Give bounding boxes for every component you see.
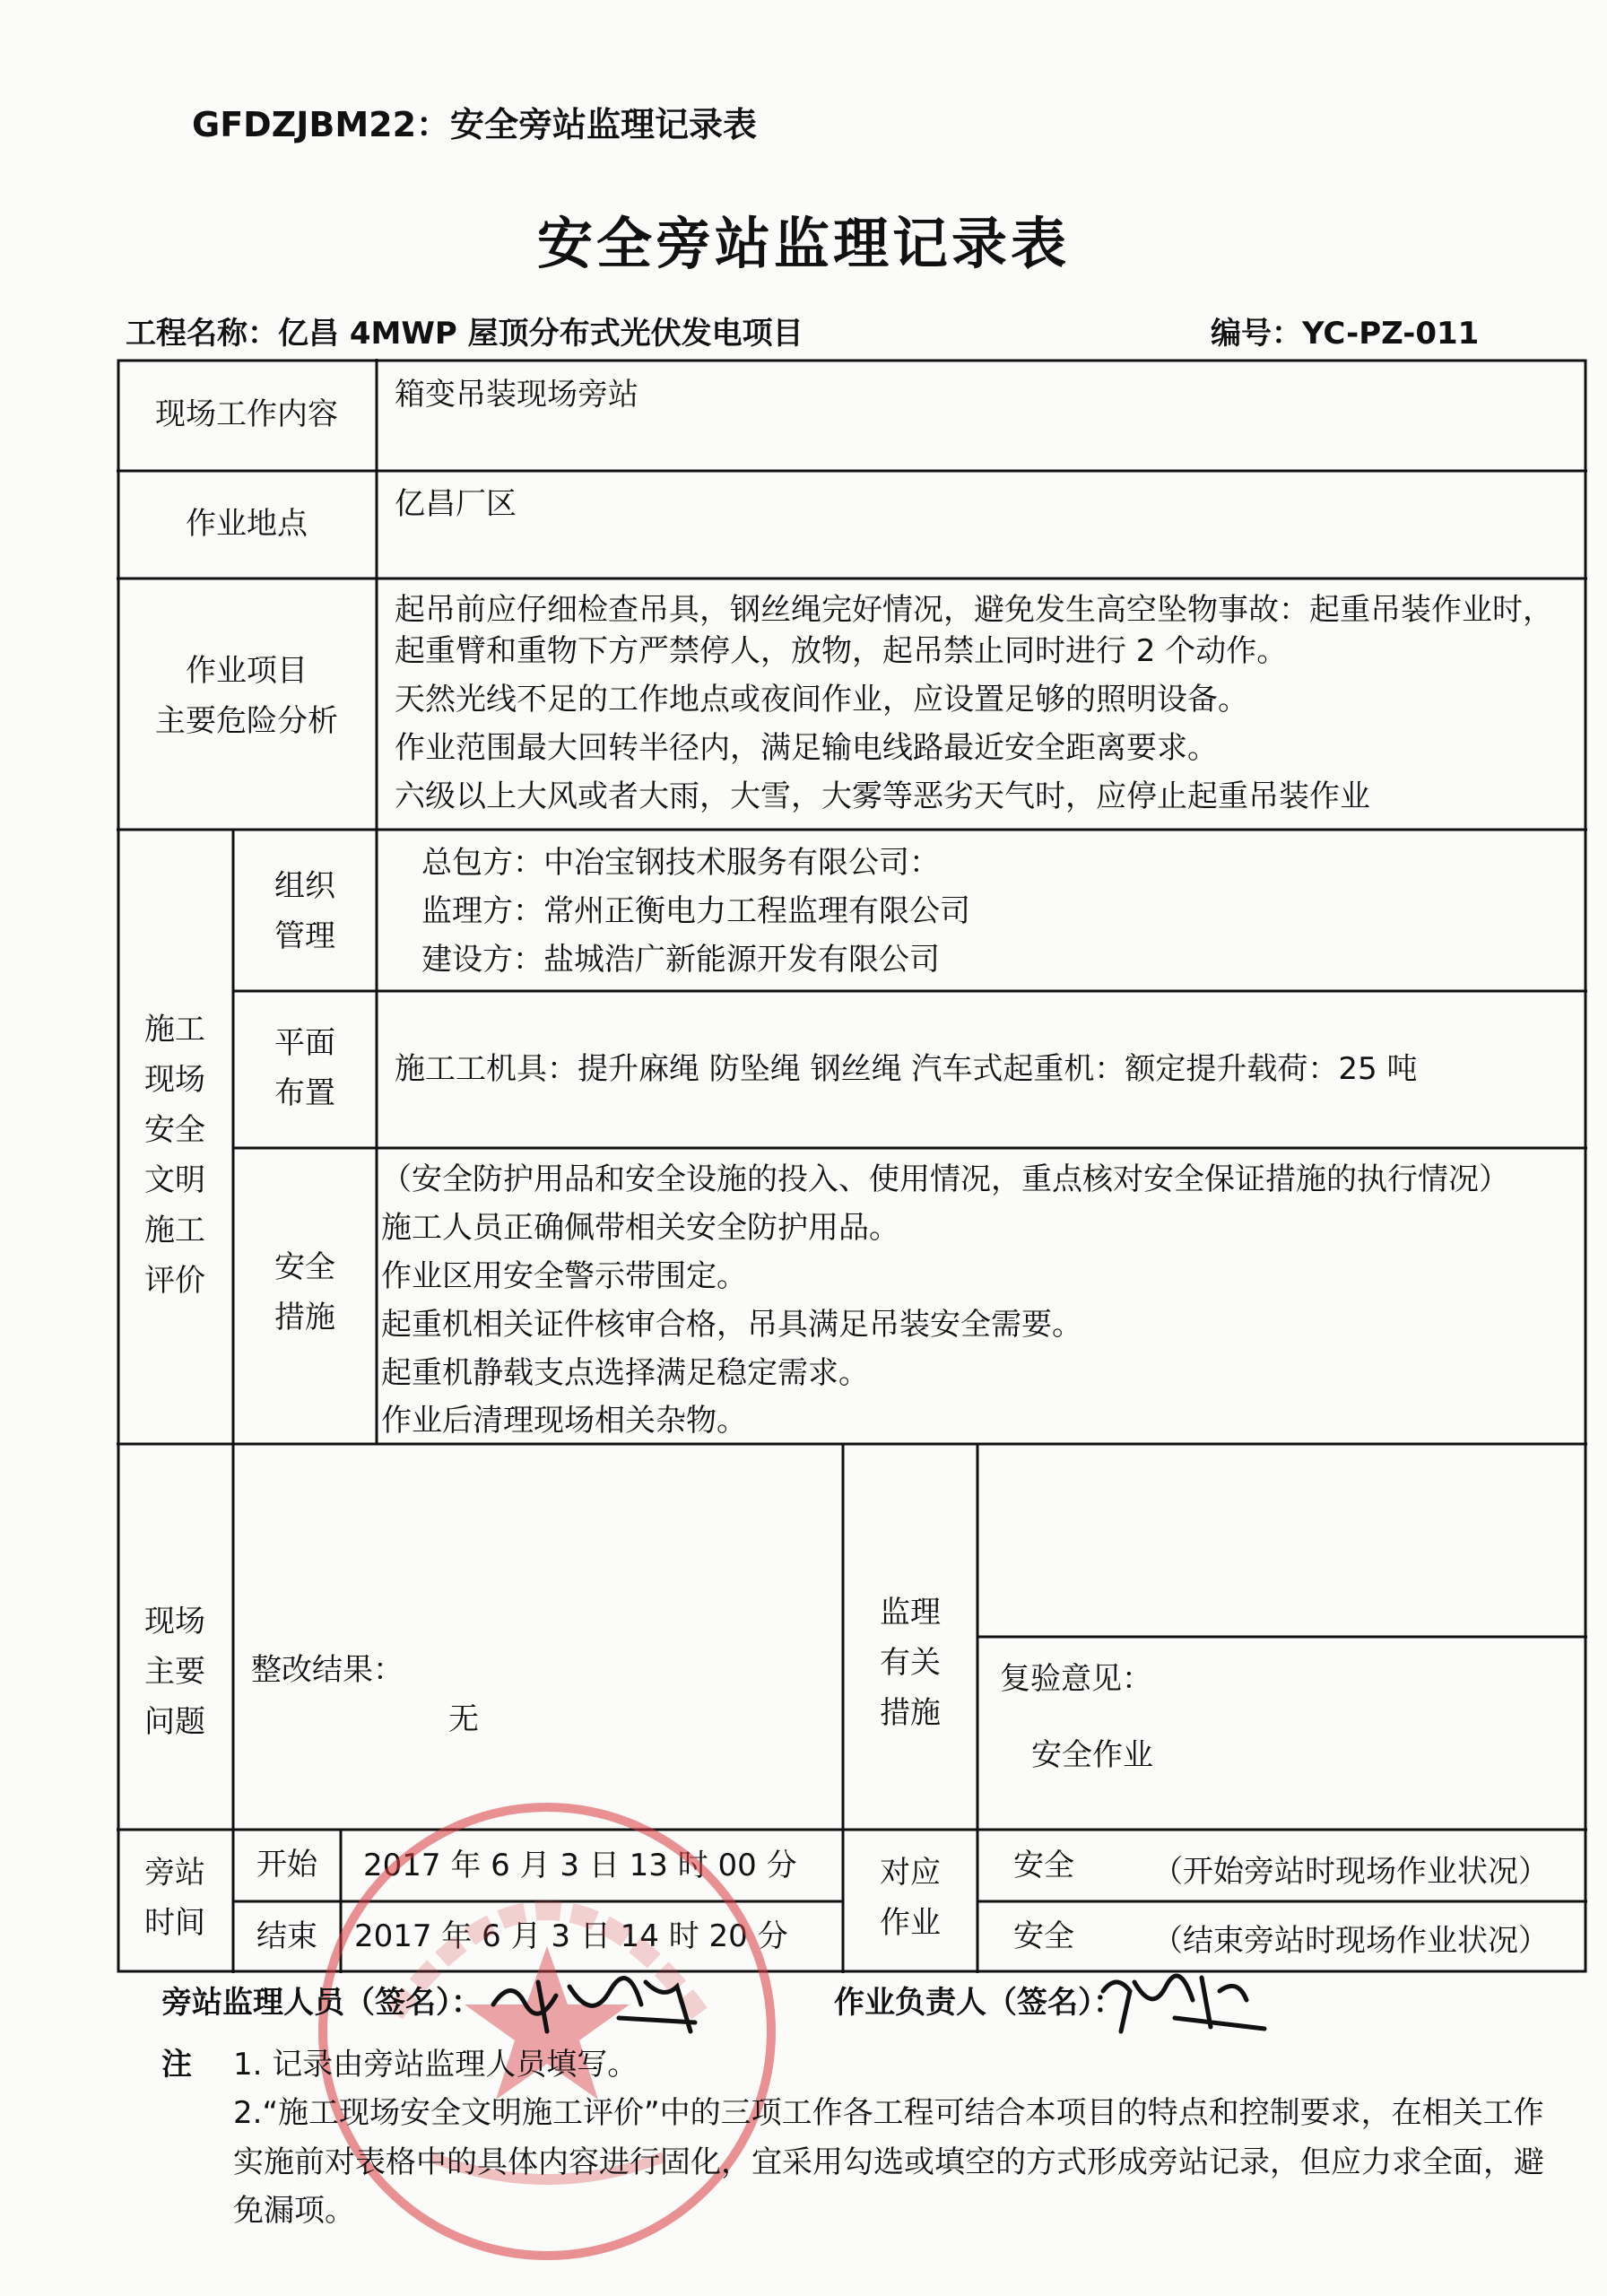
hazard-label-line: 主要危险分析 bbox=[155, 703, 338, 740]
hazard-label-line: 作业项目 bbox=[186, 653, 308, 689]
status-label-line: 对应 bbox=[880, 1855, 941, 1891]
measures-label-line: 有关 bbox=[880, 1645, 941, 1682]
org-item: 建设方：盐城浩广新能源开发有限公司 bbox=[421, 941, 940, 978]
layout-label-line: 平面 bbox=[274, 1025, 335, 1061]
time-label bbox=[117, 1848, 233, 1948]
safety-item: （安全防护用品和安全设施的投入、使用情况，重点核对安全保证措施的执行情况） bbox=[381, 1161, 1509, 1197]
org-label bbox=[233, 861, 377, 961]
hazard-item: 作业范围最大回转半径内，满足输电线路最近安全距离要求。 bbox=[395, 729, 1218, 766]
org-item: 监理方：常州正衡电力工程监理有限公司 bbox=[421, 892, 970, 929]
project-name: 工程名称：亿昌 4MWP 屋顶分布式光伏发电项目 bbox=[126, 316, 804, 352]
recheck-label: 复验意见： bbox=[1000, 1661, 1152, 1697]
time-label-line: 时间 bbox=[144, 1905, 205, 1942]
layout-label bbox=[233, 1018, 377, 1118]
note-key-spacer bbox=[161, 2089, 233, 2235]
hazard-list bbox=[395, 590, 1569, 824]
page-title: 安全旁站监理记录表 bbox=[536, 211, 1070, 276]
note-item bbox=[161, 2040, 1560, 2089]
measures-label bbox=[843, 1587, 977, 1738]
safety-item: 起重机相关证件核审合格，吊具满足吊装安全需要。 bbox=[381, 1306, 1082, 1343]
rectify-value: 无 bbox=[448, 1701, 479, 1737]
document-code: GFDZJBM22：安全旁站监理记录表 bbox=[192, 105, 758, 144]
note-key: 注 bbox=[161, 2047, 192, 2083]
start-status-note: （开始旁站时现场作业状况） bbox=[1152, 1854, 1549, 1890]
location-label: 作业地点 bbox=[186, 506, 308, 543]
end-status: 安全 bbox=[1013, 1918, 1074, 1954]
end-status-note: （结束旁站时现场作业状况） bbox=[1152, 1923, 1549, 1959]
note-text: 1. 记录由旁站监理人员填写。 bbox=[233, 2047, 638, 2083]
leader-sign-label: 作业负责人（签名）： bbox=[834, 1985, 1124, 2021]
safety-item: 作业后清理现场相关杂物。 bbox=[381, 1403, 747, 1439]
supervisor-signature bbox=[484, 1969, 708, 2040]
start-label: 开始 bbox=[256, 1847, 317, 1883]
safety-label-line: 措施 bbox=[274, 1300, 335, 1336]
side-label-char: 评价 bbox=[144, 1263, 205, 1300]
record-number: 编号：YC-PZ-011 bbox=[1211, 316, 1480, 352]
hazard-label bbox=[117, 646, 377, 746]
side-label-char: 现场 bbox=[144, 1062, 205, 1099]
problems-label-line: 问题 bbox=[144, 1704, 205, 1741]
safety-item: 施工人员正确佩带相关安全防护用品。 bbox=[381, 1209, 899, 1246]
side-label-char: 施工 bbox=[144, 1012, 205, 1048]
org-list bbox=[421, 843, 1569, 988]
start-time: 2017 年 6 月 3 日 13 时 00 分 bbox=[363, 1848, 797, 1883]
org-label-line: 管理 bbox=[274, 918, 335, 955]
layout-label-line: 布置 bbox=[274, 1075, 335, 1112]
safety-measures-list bbox=[381, 1160, 1578, 1449]
note-item bbox=[161, 2089, 1560, 2235]
safety-item: 起重机静载支点选择满足稳定需求。 bbox=[381, 1354, 869, 1391]
side-label-char: 施工 bbox=[144, 1213, 205, 1249]
measures-label-line: 措施 bbox=[880, 1695, 941, 1732]
record-table bbox=[117, 359, 1587, 1973]
hazard-item: 起吊前应仔细检查吊具，钢丝绳完好情况，避免发生高空坠物事故：起重吊装作业时，起重臂和重物下方严禁停人，放物，起吊禁止同时进行 2 个动作。 bbox=[395, 592, 1553, 669]
work-content-value: 箱变吊装现场旁站 bbox=[395, 377, 638, 413]
location-value: 亿昌厂区 bbox=[395, 486, 517, 522]
leader-signature bbox=[1094, 1964, 1273, 2045]
start-status: 安全 bbox=[1013, 1848, 1074, 1883]
safety-measures-label bbox=[233, 1242, 377, 1343]
recheck-value: 安全作业 bbox=[1031, 1737, 1153, 1773]
work-content-label: 现场工作内容 bbox=[155, 396, 338, 432]
time-label-line: 旁站 bbox=[144, 1855, 205, 1891]
end-label: 结束 bbox=[256, 1918, 317, 1955]
hazard-item: 天然光线不足的工作地点或夜间作业，应设置足够的照明设备。 bbox=[395, 681, 1248, 718]
org-label-line: 组织 bbox=[274, 868, 335, 904]
rectify-label: 整改结果： bbox=[251, 1652, 404, 1688]
evaluation-side-label bbox=[117, 1004, 233, 1307]
end-time: 2017 年 6 月 3 日 14 时 20 分 bbox=[354, 1918, 788, 1954]
side-label-char: 文明 bbox=[144, 1162, 205, 1199]
measures-label-line: 监理 bbox=[880, 1595, 941, 1631]
notes-section bbox=[161, 2040, 1560, 2236]
problems-label bbox=[117, 1596, 233, 1747]
safety-label-line: 安全 bbox=[274, 1249, 335, 1285]
status-label-line: 作业 bbox=[880, 1905, 941, 1942]
hazard-item: 六级以上大风或者大雨，大雪，大雾等恶劣天气时，应停止起重吊装作业 bbox=[395, 778, 1370, 814]
org-item: 总包方：中冶宝钢技术服务有限公司： bbox=[421, 845, 940, 881]
problems-label-line: 主要 bbox=[144, 1654, 205, 1691]
supervisor-sign-label: 旁站监理人员（签名）： bbox=[161, 1985, 482, 2021]
side-label-char: 安全 bbox=[144, 1112, 205, 1149]
safety-item: 作业区用安全警示带围定。 bbox=[381, 1257, 747, 1294]
note-text: 2.“施工现场安全文明施工评价”中的三项工作各工程可结合本项目的特点和控制要求，在相关工作实施前对表格中的具体内容进行固化，宜采用勾选或填空的方式形成旁站记录，但应力求全面，避免漏项。 bbox=[233, 2095, 1544, 2230]
problems-label-line: 现场 bbox=[144, 1604, 205, 1639]
status-label bbox=[843, 1848, 977, 1948]
layout-value: 施工工机具：提升麻绳 防坠绳 钢丝绳 汽车式起重机：额定提升载荷：25 吨 bbox=[395, 1051, 1418, 1087]
